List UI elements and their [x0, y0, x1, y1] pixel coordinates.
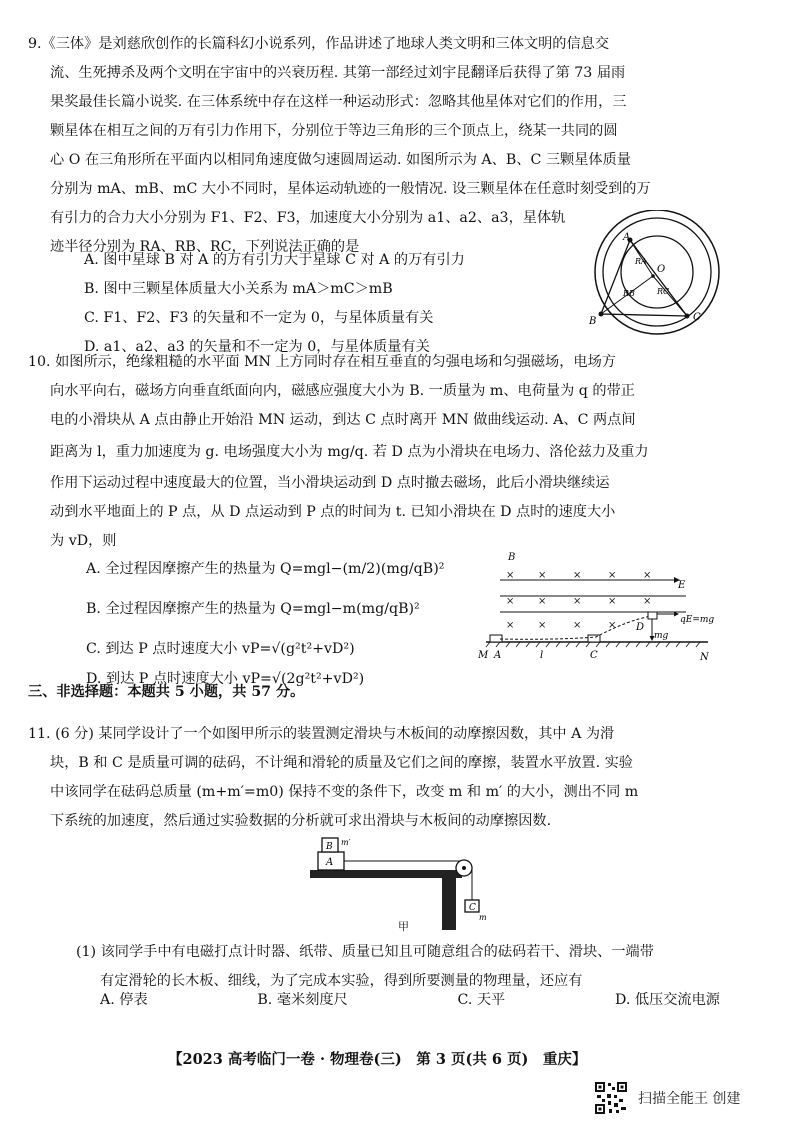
q9-line: 有引力的合力大小分别为 F1、F2、F3，加速度大小分别为 a1、a2、a3，星体轨 [50, 210, 566, 226]
figure-caption-jia: 甲 [398, 920, 409, 933]
q9-option-a: A. 图中星球 B 对 A 的万有引力大于星球 C 对 A 的万有引力 [84, 252, 465, 268]
question-10 [28, 348, 720, 556]
q11-option-c: C. 天平 [457, 992, 506, 1008]
q9-option-d: D. a1、a2、a3 的矢量和不一定为 0，与星体质量有关 [84, 339, 430, 355]
friction-apparatus-figure [296, 834, 496, 930]
cross-mark: × [506, 570, 515, 581]
q10-option-b: B. 全过程因摩擦产生的热量为 Q=mgl−m(mg/qB)² [86, 601, 420, 617]
cross-mark: × [608, 620, 617, 631]
q11-line: 11. (6 分) 某同学设计了一个如图甲所示的装置测定滑块与木板间的动摩擦因数，其中 A 为滑 [28, 726, 615, 742]
label-a-block: A [326, 857, 334, 868]
label-m: M [478, 650, 489, 661]
label-a-point: A [494, 650, 502, 661]
label-b-field: B [508, 552, 516, 563]
q11-sub1-line: (1) 该同学手中有电磁打点计时器、纸带、质量已知且可随意组合的砝码若干、滑块、一端带 [76, 944, 654, 960]
question-11 [28, 720, 720, 836]
q10-line: 电的小滑块从 A 点由静止开始沿 MN 运动，到达 C 点时离开 MN 做曲线运动. A、C 两点间 [50, 412, 636, 428]
q10-line: 为 vD，则 [50, 533, 117, 549]
scanner-watermark [594, 1078, 784, 1118]
label-c-point: C [590, 650, 598, 661]
label-ra: RA [635, 257, 647, 266]
three-body-orbit-figure [575, 210, 735, 336]
label-c: C [693, 312, 701, 323]
label-rc: RC [657, 287, 670, 296]
cross-mark: × [573, 570, 582, 581]
label-qe: qE=mg [680, 615, 715, 625]
scanner-text: 扫描全能王 创建 [638, 1091, 741, 1107]
q10-line: 作用下运动过程中速度最大的位置，当小滑块运动到 D 点时撤去磁场，此后小滑块继续运 [50, 475, 610, 491]
cross-mark: × [573, 596, 582, 607]
label-rb: RB [623, 289, 635, 298]
q11-sub1-line: 有定滑轮的长木板、细线，为了完成本实验，得到所要测量的物理量，还应有 [100, 973, 583, 989]
q11-line: 中该同学在砝码总质量 (m+m′=m0) 保持不变的条件下，改变 m 和 m′ 的大小，测出不同 m [50, 784, 639, 800]
q10-option-a: A. 全过程因摩擦产生的热量为 Q=mgl−(m/2)(mg/qB)² [86, 561, 445, 577]
label-a: A [623, 232, 631, 243]
label-n: N [700, 652, 709, 662]
q10-option-d: D. 到达 P 点时速度大小 vP=√(2g²t²+vD²) [86, 671, 365, 687]
cross-mark: × [506, 620, 515, 631]
q9-line: 分别为 mA、mB、mC 大小不同时，星体运动轨迹的一般情况. 设三颗星体在任意时刻受到的万 [50, 181, 651, 197]
q11-option-b: B. 毫米刻度尺 [257, 992, 348, 1008]
q9-options [28, 246, 528, 362]
q11-line: 下系统的加速度，然后通过实验数据的分析就可求出滑块与木板间的动摩擦因数. [50, 813, 552, 829]
cross-mark: × [608, 596, 617, 607]
cross-mark: × [538, 596, 547, 607]
cross-mark: × [573, 620, 582, 631]
q11-line: 块，B 和 C 是质量可调的砝码，不计绳和滑轮的质量及它们之间的摩擦，装置水平放置. 实验 [50, 755, 633, 771]
qr-code-icon [594, 1081, 628, 1115]
q9-line: 颗星体在相互之间的万有引力作用下，分别位于等边三角形的三个顶点上，绕某一共同的圆 [50, 123, 618, 139]
q10-line: 动到水平地面上的 P 点，从 D 点运动到 P 点的时间为 t. 已知小滑块在 D 点时的速度大小 [50, 504, 616, 520]
label-mg: mg [654, 631, 669, 641]
q11-option-a: A. 停表 [100, 992, 148, 1008]
q9-line: 迹半径分别为 RA、RB、RC，下列说法正确的是 [50, 239, 360, 255]
q9-line: 果奖最佳长篇小说奖. 在三体系统中存在这样一种运动形式：忽略其他星体对它们的作用，三 [50, 94, 627, 110]
q10-options [28, 552, 468, 694]
q10-line: 向水平向右，磁场方向垂直纸面向内，磁感应强度大小为 B. 一质量为 m、电荷量为 q 的带正 [50, 383, 635, 399]
label-d: D [636, 622, 645, 633]
label-o: O [657, 264, 666, 275]
cross-mark: × [643, 570, 652, 581]
q11-sub1-options [100, 988, 720, 1012]
cross-mark: × [538, 570, 547, 581]
label-b: B [589, 316, 597, 327]
q9-option-c: C. F1、F2、F3 的矢量和不一定为 0，与星体质量有关 [84, 310, 434, 326]
label-e: E [678, 580, 686, 591]
cross-mark: × [538, 620, 547, 631]
q9-line: 流、生死搏杀及两个文明在宇宙中的兴衰历程. 其第一部经过刘宇昆翻译后获得了第 73 届雨 [50, 65, 626, 81]
field-slider-figure [478, 550, 718, 662]
cross-mark: × [608, 570, 617, 581]
q11-option-d: D. 低压交流电源 [614, 992, 720, 1008]
q10-option-c: C. 到达 P 点时速度大小 vP=√(g²t²+vD²) [86, 641, 355, 657]
label-b-weight: B [326, 842, 333, 852]
q9-option-b: B. 图中三颗星体质量大小关系为 mA＞mC＞mB [84, 281, 393, 297]
section-heading: 三、非选择题：本题共 5 小题，共 57 分。 [28, 684, 305, 700]
cross-mark: × [643, 596, 652, 607]
page-footer: 【2023 高考临门一卷 · 物理卷(三) 第 3 页(共 6 页) 重庆】 [168, 1051, 587, 1068]
label-c-weight: C [469, 903, 476, 913]
label-m-weight: m [479, 913, 487, 922]
label-m-prime: m′ [341, 838, 351, 847]
q10-line: 10. 如图所示，绝缘粗糙的水平面 MN 上方同时存在相互垂直的匀强电场和匀强磁场，电场方 [28, 354, 616, 370]
cross-mark: × [506, 596, 515, 607]
q9-line: 心 O 在三角形所在平面内以相同角速度做匀速圆周运动. 如图所示为 A、B、C 三颗星体质量 [50, 152, 631, 168]
q9-line: 9.《三体》是刘慈欣创作的长篇科幻小说系列，作品讲述了地球人类文明和三体文明的信息交 [28, 36, 610, 52]
label-l: l [540, 650, 544, 661]
q10-line: 距离为 l，重力加速度为 g. 电场强度大小为 mg/q. 若 D 点为小滑块在电场力、洛伦兹力及重力 [50, 444, 649, 460]
